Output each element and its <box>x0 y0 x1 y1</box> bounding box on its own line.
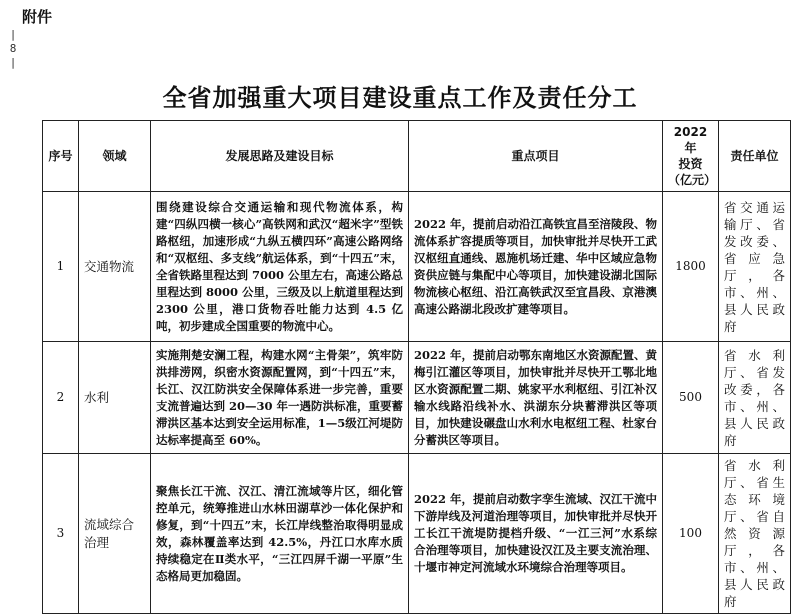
investment-header-line1: 2022 年 <box>673 125 708 155</box>
row-goal: 围绕建设综合交通运输和现代物流体系，构建“四纵四横一核心”高铁网和武汉“超米字”型铁路枢纽，加速形成“九纵五横四环”高速公路网络和“双枢纽、多支线”航运体系，到“十四五”末，全省铁路里程达到 7000 公里左右，高速公路总里程达到 8000 公里，三级及以上航道里程达到 2300 公里，港口货物吞吐能力达到 4.5 亿吨，初步建成全国重要的物流中心。 <box>151 192 409 342</box>
investment-header-line3: （亿元） <box>668 173 717 187</box>
margin-rule-bottom: | <box>9 56 17 69</box>
col-header-goal: 发展思路及建设目标 <box>151 121 409 192</box>
col-header-unit: 责任单位 <box>719 121 791 192</box>
row-investment: 1800 <box>663 192 719 342</box>
row-domain: 交通物流 <box>79 192 151 342</box>
col-header-project: 重点项目 <box>409 121 663 192</box>
page-title: 全省加强重大项目建设重点工作及责任分工 <box>162 84 638 112</box>
row-investment: 100 <box>663 454 719 614</box>
table-row <box>43 192 791 342</box>
attachment-label: 附件 <box>22 8 53 26</box>
row-domain: 水利 <box>79 342 151 454</box>
table-row <box>43 342 791 454</box>
row-project: 2022 年，提前启动鄂东南地区水资源配置、黄梅引江灌区等项目，加快审批并尽快开工鄂北地区水资源配置二期、姚家平水利枢纽、引江补汉输水线路沿线补水、洪湖东分块蓄滞洪区等项目，加快建设碾盘山水利水电枢纽工程、杜家台分蓄洪区等项目。 <box>409 342 663 454</box>
margin-rule-top: | <box>9 28 17 41</box>
row-index: 3 <box>43 454 79 614</box>
row-project: 2022 年，提前启动沿江高铁宜昌至涪陵段、物流体系扩容提质等项目，加快审批并尽快开工武汉枢纽直通线、恩施机场迁建、华中区域应急物资供应链与集配中心等项目，加快建设湖北国际物流核心枢纽、沿江高铁武汉至宜昌段、京港澳高速公路湖北段改扩建等项目。 <box>409 192 663 342</box>
investment-header-line2: 投资 <box>678 157 703 171</box>
row-index: 1 <box>43 192 79 342</box>
col-header-domain: 领域 <box>79 121 151 192</box>
col-header-investment <box>663 121 719 192</box>
col-header-index: 序号 <box>43 121 79 192</box>
responsibility-table <box>42 120 791 614</box>
page-number-margin <box>8 28 18 70</box>
row-investment: 500 <box>663 342 719 454</box>
table-row <box>43 454 791 614</box>
row-unit: 省水利厅、省发改委，各市、州、县人民政府 <box>719 342 791 454</box>
row-unit: 省水利厅、省生态环境厅、省自然资源厅，各市、州、县人民政府 <box>719 454 791 614</box>
row-domain: 流域综合治理 <box>79 454 151 614</box>
row-goal: 实施荆楚安澜工程，构建水网“主骨架”，筑牢防洪排涝网，织密水资源配置网，到“十四五”末，长江、汉江防洪安全保障体系进一步完善，重要支流普遍达到 20—30 年一遇防洪标准，重要蓄滞洪区基本达到安全运用标准，1—5级江河堤防达标率提高至 60%。 <box>151 342 409 454</box>
table-header-row <box>43 121 791 192</box>
row-index: 2 <box>43 342 79 454</box>
row-goal: 聚焦长江干流、汉江、清江流域等片区，细化管控单元，统筹推进山水林田湖草沙一体化保护和修复，到“十四五”末，长江岸线整治取得明显成效，森林覆盖率达到 42.5%，丹江口水库水质持续稳定在Ⅱ类水平，“三江四屏千湖一平原”生态格局更加稳固。 <box>151 454 409 614</box>
page-number: 8 <box>9 42 17 55</box>
row-project: 2022 年，提前启动数字孪生流域、汉江干流中下游岸线及河道治理等项目，加快审批并尽快开工长江干流堤防提档升级、“一江三河”水系综合治理等项目，加快建设汉江及主要支流治理、十堰市神定河流域水环境综合治理等项目。 <box>409 454 663 614</box>
row-unit: 省交通运输厅、省发改委、省应急厅，各市、州、县人民政府 <box>719 192 791 342</box>
